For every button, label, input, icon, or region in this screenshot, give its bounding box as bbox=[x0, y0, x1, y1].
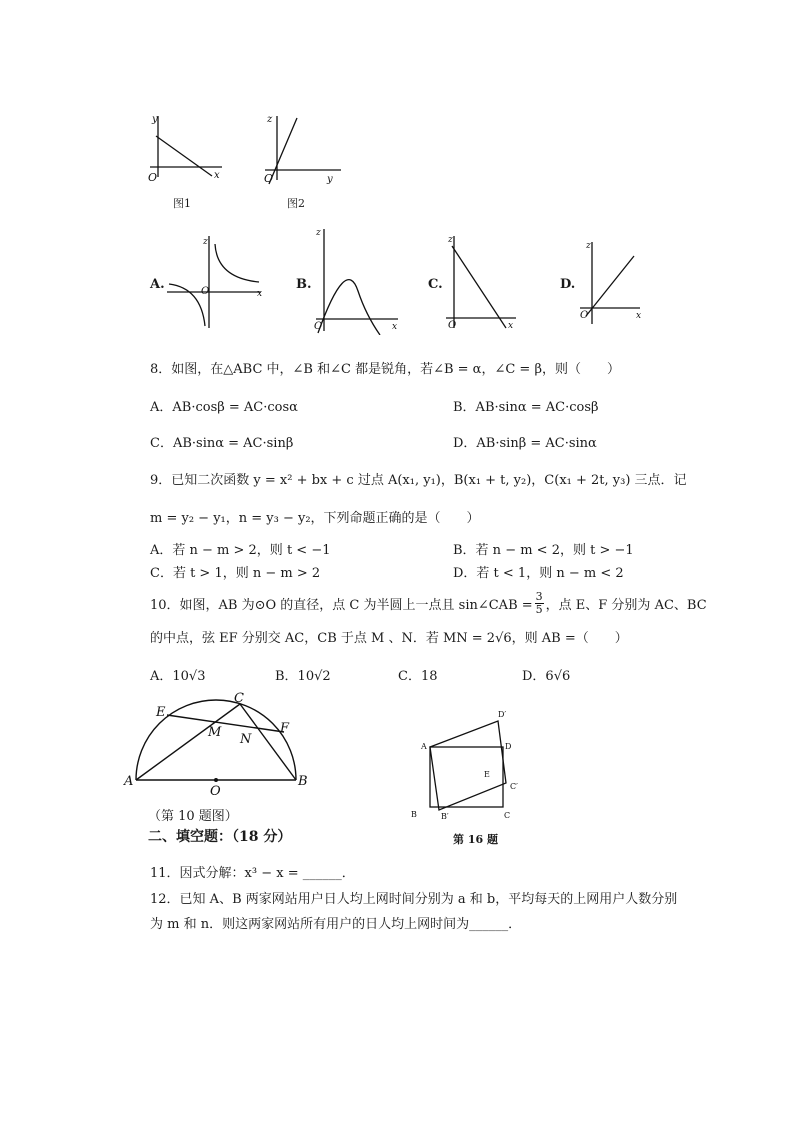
fig1-origin-label: O bbox=[148, 171, 158, 184]
q7d-origin-label: O bbox=[580, 310, 589, 321]
q7-option-c-letter: C. bbox=[428, 277, 443, 292]
q9-option-c: C．若 t > 1，则 n − m > 2 bbox=[150, 566, 321, 581]
q7a-x-label: x bbox=[257, 289, 263, 299]
fig2-z-label: z bbox=[267, 114, 273, 125]
fig1-line bbox=[156, 136, 212, 176]
q7b-x-label: x bbox=[392, 322, 398, 332]
q12-line1: 12．已知 A、B 两家网站用户日人均上网时间分别为 a 和 b，平均每天的上网用户人数分别 bbox=[150, 892, 678, 907]
q16-label-e: E bbox=[484, 770, 490, 779]
q10-label-a: A bbox=[124, 774, 134, 789]
q7-option-a-letter: A. bbox=[150, 277, 165, 292]
q10-label-f: F bbox=[280, 721, 290, 736]
q8-option-a: A．AB·cosβ = AC·cosα bbox=[150, 400, 298, 415]
section-2-title: 二、填空题：（18 分） bbox=[148, 829, 292, 845]
q7a-branch-right bbox=[215, 244, 259, 282]
q8-option-d: D．AB·sinβ = AC·sinα bbox=[453, 436, 597, 451]
q7a-branch-left bbox=[169, 284, 205, 326]
q10-fraction bbox=[535, 591, 544, 616]
q7a-origin-label: O bbox=[201, 286, 210, 297]
q7b-parabola bbox=[318, 280, 380, 335]
q10-stem-part-b: ，点 E、F 分别为 AC、BC bbox=[545, 598, 707, 613]
q7-option-d-graph bbox=[576, 238, 648, 328]
q7-option-b-graph bbox=[310, 225, 405, 335]
q10-label-m: M bbox=[208, 725, 222, 740]
q10-stem-part-a: 10．如图，AB 为⊙O 的直径，点 C 为半圆上一点且 sin∠CAB = bbox=[150, 598, 533, 613]
fig1-x-label: x bbox=[214, 170, 220, 181]
q16-label-a: A bbox=[421, 742, 427, 751]
q7-option-a-graph bbox=[165, 232, 270, 332]
q8-option-c: C．AB·sinα = AC·sinβ bbox=[150, 436, 294, 451]
q7c-line bbox=[452, 246, 506, 328]
q10-label-c: C bbox=[234, 691, 244, 706]
q10-fraction-denominator: 5 bbox=[535, 603, 543, 616]
fig2-caption: 图2 bbox=[287, 197, 305, 210]
q16-label-c: C bbox=[504, 811, 511, 820]
fig1-y-label: y bbox=[152, 114, 158, 125]
q10-option-d: D．6√6 bbox=[522, 669, 571, 684]
q7d-x-label: x bbox=[636, 311, 642, 321]
q12-line2: 为 m 和 n．则这两家网站所有用户的日人均上网时间为______． bbox=[150, 917, 522, 932]
q7b-origin-label: O bbox=[314, 321, 323, 332]
q10-figure-caption: （第 10 题图） bbox=[148, 809, 238, 824]
q10-stem-line1 bbox=[150, 591, 707, 616]
q16-rect-ab2c2d2 bbox=[430, 721, 506, 810]
figure-q10 bbox=[120, 688, 320, 798]
q16-figure-caption: 第 16 题 bbox=[453, 833, 498, 846]
q10-chord-ac bbox=[136, 704, 240, 780]
q7d-z-label: z bbox=[586, 241, 591, 251]
q10-option-b: B．10√2 bbox=[275, 669, 331, 684]
q16-label-c-prime: C′ bbox=[510, 782, 518, 791]
fig1-caption: 图1 bbox=[173, 197, 191, 210]
q10-fraction-numerator: 3 bbox=[535, 590, 543, 603]
q7c-z-label: z bbox=[448, 235, 453, 245]
q16-label-d: D bbox=[505, 742, 512, 751]
q7-option-d-letter: D. bbox=[560, 277, 576, 292]
q9-stem-line1: 9．已知二次函数 y = x² + bx + c 过点 A(x₁, y₁)，B(x₁ + t, y₂)，C(x₁ + 2t, y₃) 三点．记 bbox=[150, 473, 687, 488]
q10-label-n: N bbox=[240, 732, 252, 747]
q10-option-c: C．18 bbox=[398, 669, 438, 684]
q11-text: 11．因式分解：x³ − x = ______． bbox=[150, 866, 355, 881]
q9-option-b: B．若 n − m < 2，则 t > −1 bbox=[453, 543, 634, 558]
q7-option-b-letter: B. bbox=[296, 277, 312, 292]
q10-label-o: O bbox=[210, 784, 221, 798]
figure-1 bbox=[140, 112, 230, 187]
q10-label-e: E bbox=[156, 705, 166, 720]
q7b-z-label: z bbox=[316, 228, 321, 238]
fig2-origin-label: O bbox=[264, 172, 274, 185]
fig2-line bbox=[269, 118, 297, 184]
q7a-z-label: z bbox=[203, 237, 208, 247]
q16-label-b: B bbox=[411, 810, 417, 819]
q10-center-point bbox=[214, 778, 218, 782]
figure-2 bbox=[255, 112, 345, 187]
q7-option-c-graph bbox=[442, 232, 522, 332]
q7c-origin-label: O bbox=[448, 320, 457, 331]
q10-label-b: B bbox=[298, 774, 308, 789]
q9-stem-line2: m = y₂ − y₁，n = y₃ − y₂，下列命题正确的是（ ） bbox=[150, 511, 480, 526]
q8-option-b: B．AB·sinα = AC·cosβ bbox=[453, 400, 599, 415]
q7c-x-label: x bbox=[508, 321, 514, 331]
q16-label-b-prime: B′ bbox=[441, 812, 449, 821]
q16-label-d-prime: D′ bbox=[498, 710, 507, 719]
figure-q16 bbox=[405, 705, 535, 825]
q9-option-a: A．若 n − m > 2，则 t < −1 bbox=[150, 543, 331, 558]
q10-option-a: A．10√3 bbox=[150, 669, 206, 684]
q7d-line bbox=[586, 256, 634, 316]
q16-rect-abcd bbox=[430, 747, 503, 807]
fig2-y-label: y bbox=[327, 174, 333, 185]
q9-option-d: D．若 t < 1，则 n − m < 2 bbox=[453, 566, 624, 581]
q10-stem-line2: 的中点，弦 EF 分别交 AC，CB 于点 M 、N．若 MN = 2√6，则 AB =（ ） bbox=[150, 631, 628, 646]
q8-stem: 8．如图，在△ABC 中，∠B 和∠C 都是锐角，若∠B = α，∠C = β，则（ ） bbox=[150, 362, 620, 377]
